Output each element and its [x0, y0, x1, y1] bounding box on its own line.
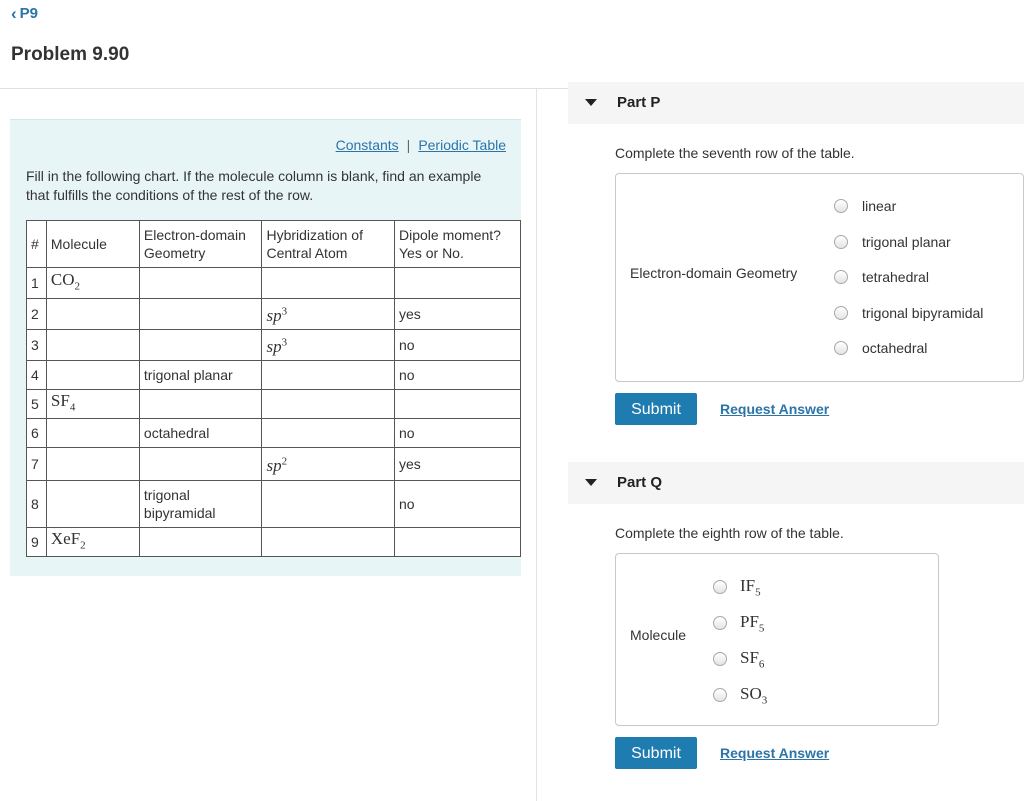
- row-molecule: [46, 448, 139, 481]
- row-num: 5: [27, 390, 47, 419]
- row-geometry: trigonal bipyramidal: [139, 481, 262, 528]
- part-p-prompt: Complete the seventh row of the table.: [615, 145, 855, 161]
- molecule-sub: 2: [74, 280, 81, 293]
- part-p-option[interactable]: [834, 305, 983, 321]
- back-label: P9: [19, 5, 39, 22]
- hybridization-base: sp: [266, 337, 282, 357]
- row-dipole: no: [395, 330, 521, 361]
- row-dipole: no: [395, 361, 521, 390]
- part-q-field-label: Molecule: [630, 627, 687, 643]
- row-hybridization: [262, 299, 395, 330]
- option-label: octahedral: [862, 340, 928, 356]
- radio-button[interactable]: [834, 199, 848, 213]
- row-num: 9: [27, 528, 47, 557]
- option-label: trigonal planar: [862, 233, 951, 250]
- radio-button[interactable]: [713, 688, 727, 702]
- table-row: [27, 268, 521, 299]
- formula-base: IF: [740, 576, 756, 595]
- option-label: tetrahedral: [862, 269, 929, 285]
- part-q-option[interactable]: [713, 684, 767, 706]
- row-molecule: [46, 268, 139, 299]
- option-label: [740, 648, 764, 670]
- table-row: [27, 448, 521, 481]
- row-molecule: [46, 390, 139, 419]
- part-q-prompt: Complete the eighth row of the table.: [615, 525, 844, 541]
- row-geometry: [139, 299, 262, 330]
- molecule-sub: 2: [80, 539, 86, 552]
- row-geometry: [139, 268, 262, 299]
- radio-button[interactable]: [834, 306, 848, 320]
- part-p-option[interactable]: [834, 269, 929, 285]
- radio-button[interactable]: [713, 580, 727, 594]
- radio-button[interactable]: [713, 652, 727, 666]
- row-num: 1: [27, 268, 47, 299]
- row-num: 4: [27, 361, 47, 390]
- part-q-request-answer-link[interactable]: Request Answer: [720, 745, 830, 761]
- caret-down-icon: [585, 99, 597, 106]
- row-num: 8: [27, 481, 47, 528]
- formula-base: PF: [740, 612, 759, 631]
- row-geometry: [139, 330, 262, 361]
- radio-button[interactable]: [834, 341, 848, 355]
- row-dipole: yes: [395, 448, 521, 481]
- row-dipole: [395, 390, 521, 419]
- part-p-title: Part P: [617, 94, 661, 111]
- row-hybridization: [262, 481, 395, 528]
- molecule-sub: 4: [69, 401, 76, 414]
- links-separator: |: [406, 137, 411, 153]
- part-q-option[interactable]: [713, 648, 764, 670]
- part-p-request-answer-link[interactable]: Request Answer: [720, 401, 830, 417]
- row-geometry: [139, 528, 262, 557]
- header-hybridization: Hybridization of Central Atom: [262, 221, 395, 268]
- table-row: [27, 361, 521, 390]
- row-molecule: [46, 528, 139, 557]
- periodic-table-link[interactable]: Periodic Table: [418, 137, 506, 153]
- instructions: Fill in the following chart. If the molecule column is blank, find an example that fulfills the conditions of the rest of the row.: [26, 168, 482, 203]
- row-dipole: no: [395, 419, 521, 448]
- hybridization-sup: 3: [281, 336, 288, 349]
- row-hybridization: [262, 448, 395, 481]
- hybridization-base: sp: [266, 306, 282, 326]
- row-geometry: octahedral: [139, 419, 262, 448]
- formula-sub: 6: [758, 658, 765, 671]
- part-q-submit-button[interactable]: Submit: [615, 737, 697, 769]
- part-q-header[interactable]: [568, 462, 1024, 504]
- row-num: 3: [27, 330, 47, 361]
- row-dipole: [395, 528, 521, 557]
- problem-title: Problem 9.90: [11, 44, 130, 65]
- chart-table: [26, 220, 521, 557]
- row-hybridization: [262, 390, 395, 419]
- part-q-option[interactable]: [713, 576, 761, 598]
- part-p-option[interactable]: [834, 234, 951, 250]
- part-p-option[interactable]: [834, 198, 896, 214]
- row-num: 2: [27, 299, 47, 330]
- option-label: linear: [862, 198, 897, 214]
- panel-links: [336, 137, 506, 153]
- part-p-submit-button[interactable]: Submit: [615, 393, 697, 425]
- formula-sub: 5: [755, 586, 761, 599]
- header-dipole: Dipole moment? Yes or No.: [395, 221, 521, 268]
- back-link[interactable]: [11, 5, 38, 22]
- row-geometry: trigonal planar: [139, 361, 262, 390]
- radio-button[interactable]: [834, 235, 848, 249]
- part-p-answer-box: [615, 173, 1024, 382]
- row-hybridization: [262, 528, 395, 557]
- molecule-base: XeF: [50, 528, 81, 548]
- formula-sub: 5: [758, 622, 765, 635]
- row-dipole: no: [395, 481, 521, 528]
- part-p-field-label: Electron-domain Geometry: [630, 265, 798, 281]
- column-divider: [536, 89, 537, 801]
- part-p-header[interactable]: [568, 82, 1024, 124]
- molecule-base: SF: [50, 390, 70, 410]
- constants-link[interactable]: Constants: [335, 137, 399, 153]
- option-label: [740, 612, 764, 634]
- part-p-option[interactable]: [834, 340, 927, 356]
- info-panel: [10, 119, 521, 576]
- header-divider: [0, 88, 568, 89]
- formula-base: SO: [740, 684, 762, 703]
- table-row: [27, 481, 521, 528]
- row-dipole: [395, 268, 521, 299]
- table-row: [27, 330, 521, 361]
- row-molecule: [46, 419, 139, 448]
- option-label: [740, 576, 761, 598]
- hybridization-sup: 2: [281, 455, 288, 468]
- table-row: [27, 528, 521, 557]
- molecule-base: CO: [50, 269, 75, 289]
- row-molecule: [46, 299, 139, 330]
- radio-button[interactable]: [834, 270, 848, 284]
- part-q-title: Part Q: [617, 474, 663, 491]
- caret-down-icon: [585, 479, 597, 486]
- row-hybridization: [262, 268, 395, 299]
- hybridization-base: sp: [266, 456, 282, 476]
- part-q-answer-box: [615, 553, 939, 726]
- header-num: #: [27, 221, 47, 268]
- row-hybridization: [262, 361, 395, 390]
- header-molecule: Molecule: [46, 221, 139, 268]
- hybridization-sup: 3: [281, 305, 288, 318]
- part-q-option[interactable]: [713, 612, 764, 634]
- option-label: [740, 684, 767, 706]
- table-header-row: [27, 221, 521, 268]
- radio-button[interactable]: [713, 616, 727, 630]
- row-hybridization: [262, 419, 395, 448]
- row-geometry: [139, 448, 262, 481]
- table-row: [27, 419, 521, 448]
- chevron-left-icon: ‹: [11, 3, 17, 23]
- table-row: [27, 299, 521, 330]
- row-geometry: [139, 390, 262, 419]
- row-dipole: yes: [395, 299, 521, 330]
- option-label: trigonal bipyramidal: [862, 304, 984, 321]
- row-hybridization: [262, 330, 395, 361]
- row-molecule: [46, 481, 139, 528]
- row-molecule: [46, 330, 139, 361]
- header-geometry: Electron-domain Geometry: [139, 221, 262, 268]
- row-num: 7: [27, 448, 47, 481]
- formula-sub: 3: [761, 694, 768, 707]
- row-molecule: [46, 361, 139, 390]
- row-num: 6: [27, 419, 47, 448]
- formula-base: SF: [740, 648, 759, 667]
- table-row: [27, 390, 521, 419]
